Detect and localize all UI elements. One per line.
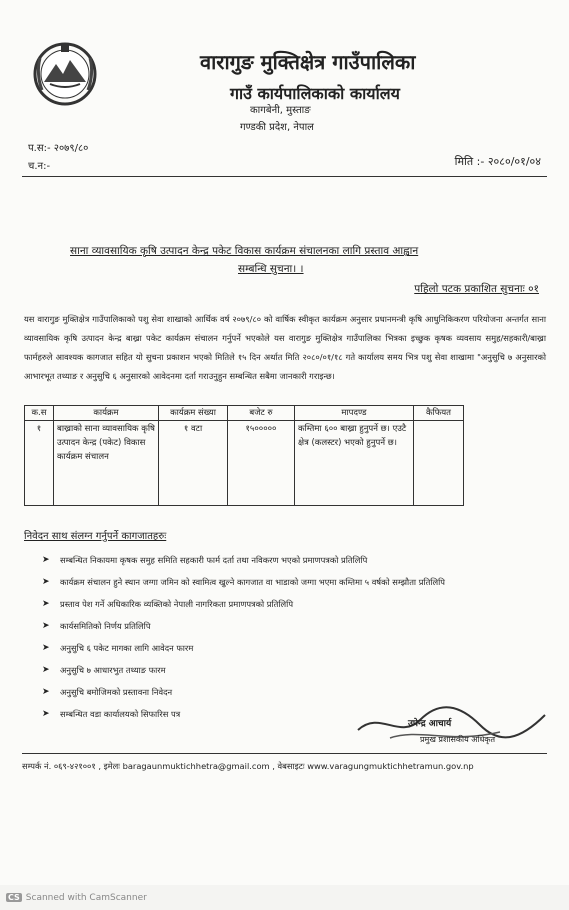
arrow-bullet-icon: ➤ <box>42 687 50 697</box>
office-name: गाउँ कार्यपालिकाको कार्यालय <box>230 84 400 103</box>
list-item-text: कार्यसमितिको निर्णय प्रतिलिपि <box>60 621 151 631</box>
arrow-bullet-icon: ➤ <box>42 555 50 565</box>
address-line-1: कागबेनी, मुस्ताङ <box>250 105 311 116</box>
notice-body: यस वारागुङ मुक्तिक्षेत्र गाउँपालिकाको पशु सेवा शाखाको आर्थिक वर्ष २०७९/८० को वार्षिक स्वीकृत कार्यक्रम अनुसार प्रधानमन्त्री कृषि आधुनिकिकरण परियोजना अन्तर्गत साना व्यावसायिक कृषि उत्पादन केन्द्र बाख्रा पकेट कार्यक्रम संचालन गर्नुपर्ने भएकोले यस वारागुङ मुक्तिक्षेत्र गाउँपालिका भित्रका इच्छुक कृषक व्यवसाय समुह/सहकारी/बाख्रा फार्महरुले आवश्यक कागजात सहित यो सुचना प्रकाशन भएको मितिले १५ दिन अर्थात मिति २०८०/०१/१८ गते कार्यालय समय भित्र पशु सेवा शाखामा "अनुसुचि ७ अनुसारको आभारभूत तथ्याङ र अनुसुचि ६ अनुसारको आवेदनमा दर्ता गराउनुहुन सम्बन्धित सबैमा जानकारी गराइन्छ। <box>24 314 546 381</box>
scanner-text: Scanned with CamScanner <box>25 893 147 903</box>
arrow-bullet-icon: ➤ <box>42 643 50 653</box>
documents-heading: निवेदन साथ संलग्न गर्नुपर्ने कागजातहरुः <box>24 531 167 542</box>
scanner-watermark <box>6 893 147 903</box>
footer-divider <box>22 753 547 754</box>
table-header-remarks: कैफियत <box>414 406 464 421</box>
cell-remarks <box>414 421 464 506</box>
table-header-sn: क.स <box>25 406 54 421</box>
list-item-text: सम्बन्धित निकायमा कृषक समुह समिति सहकारी फार्म दर्ता तथा नविकरण भएको प्रमाणपत्रको प्रतिलिपि <box>60 555 368 565</box>
program-table <box>24 405 464 506</box>
list-item-text: अनुसुचि बमोजिमको प्रस्तावना निवेदन <box>60 687 173 697</box>
list-item <box>42 684 542 700</box>
table-row <box>25 421 464 506</box>
list-item <box>42 640 542 656</box>
address-line-2: गण्डकी प्रदेश, नेपाल <box>240 122 314 133</box>
list-item-text: अनुसुचि ६ पकेट मागका लागि आवेदन फारम <box>60 643 194 653</box>
list-item-text: सम्बन्धित वडा कार्यालयको सिफारिस पत्र <box>60 709 181 719</box>
table-header-budget: बजेट रु <box>228 406 295 421</box>
dispatch-number: च.न:- <box>28 161 51 172</box>
cell-budget: १५००००० <box>228 421 295 506</box>
cell-sn: १ <box>25 421 54 506</box>
table-header-row <box>25 406 464 421</box>
list-item <box>42 662 542 678</box>
arrow-bullet-icon: ➤ <box>42 621 50 631</box>
header-divider <box>22 176 547 177</box>
arrow-bullet-icon: ➤ <box>42 665 50 675</box>
arrow-bullet-icon: ➤ <box>42 599 50 609</box>
arrow-bullet-icon: ➤ <box>42 577 50 587</box>
subject-line-1: साना व्यावसायिक कृषि उत्पादन केन्द्र पकेट विकास कार्यक्रम संचालनका लागि प्रस्ताव आह्वान <box>70 245 419 257</box>
reference-number: प.स:- २०७९/८० <box>28 143 89 154</box>
list-item-text: प्रस्ताव पेश गर्ने अधिकारिक व्यक्तिको नेपाली नागरिकता प्रमाणपत्रको प्रतिलिपि <box>60 599 294 609</box>
signatory-title: प्रमुख प्रशासकीय अधिकृत <box>420 735 496 744</box>
table-header-program: कार्यक्रम <box>54 406 159 421</box>
list-item <box>42 552 542 568</box>
arrow-bullet-icon: ➤ <box>42 709 50 719</box>
signatory-name: उपेन्द्र आचार्य <box>408 719 452 729</box>
table-header-criteria: मापदण्ड <box>295 406 414 421</box>
notice-number: पहिलो पटक प्रकाशित सुचनाः ०१ <box>414 283 539 295</box>
cell-count: १ वटा <box>159 421 228 506</box>
letter-date: मिति :- २०८०/०१/०४ <box>454 155 541 168</box>
municipality-name: वारागुङ मुक्तिक्षेत्र गाउँपालिका <box>200 50 416 74</box>
list-item <box>42 596 542 612</box>
list-item-text: अनुसुचि ७ आधारभुत तथ्याङ फारम <box>60 665 166 675</box>
list-item <box>42 574 542 590</box>
list-item-text: कार्यक्रम संचालन हुने स्थान जग्गा जमिन को स्वामित्व खुल्ने कागजात वा भाडाको जग्गा भएमा कम्तिमा ५ वर्षको सम्झौता प्रतिलिपि <box>60 577 445 587</box>
contact-footer: सम्पर्क नं. ०६९-४२१००१ , इमेलः baragaunmuktichhetra@gmail.com , वेबसाइटः www.varagungmuktichhetramun.gov.np <box>22 761 474 771</box>
cell-program: बाख्राको साना व्यावसायिक कृषि उत्पादन केन्द्र (पकेट) विकास कार्यक्रम संचालन <box>54 421 159 506</box>
cell-criteria: कम्तिमा ६०० बाख्रा हुनुपर्ने छ। एउटै क्षेत्र (कलस्टर) भएको हुनुपर्ने छ। <box>295 421 414 506</box>
subject-line-2: सम्बन्धि सुचना। । <box>238 263 304 275</box>
camscanner-icon: CS <box>8 893 20 902</box>
list-item <box>42 618 542 634</box>
nepal-emblem-icon <box>30 38 100 108</box>
table-header-count: कार्यक्रम संख्या <box>159 406 228 421</box>
